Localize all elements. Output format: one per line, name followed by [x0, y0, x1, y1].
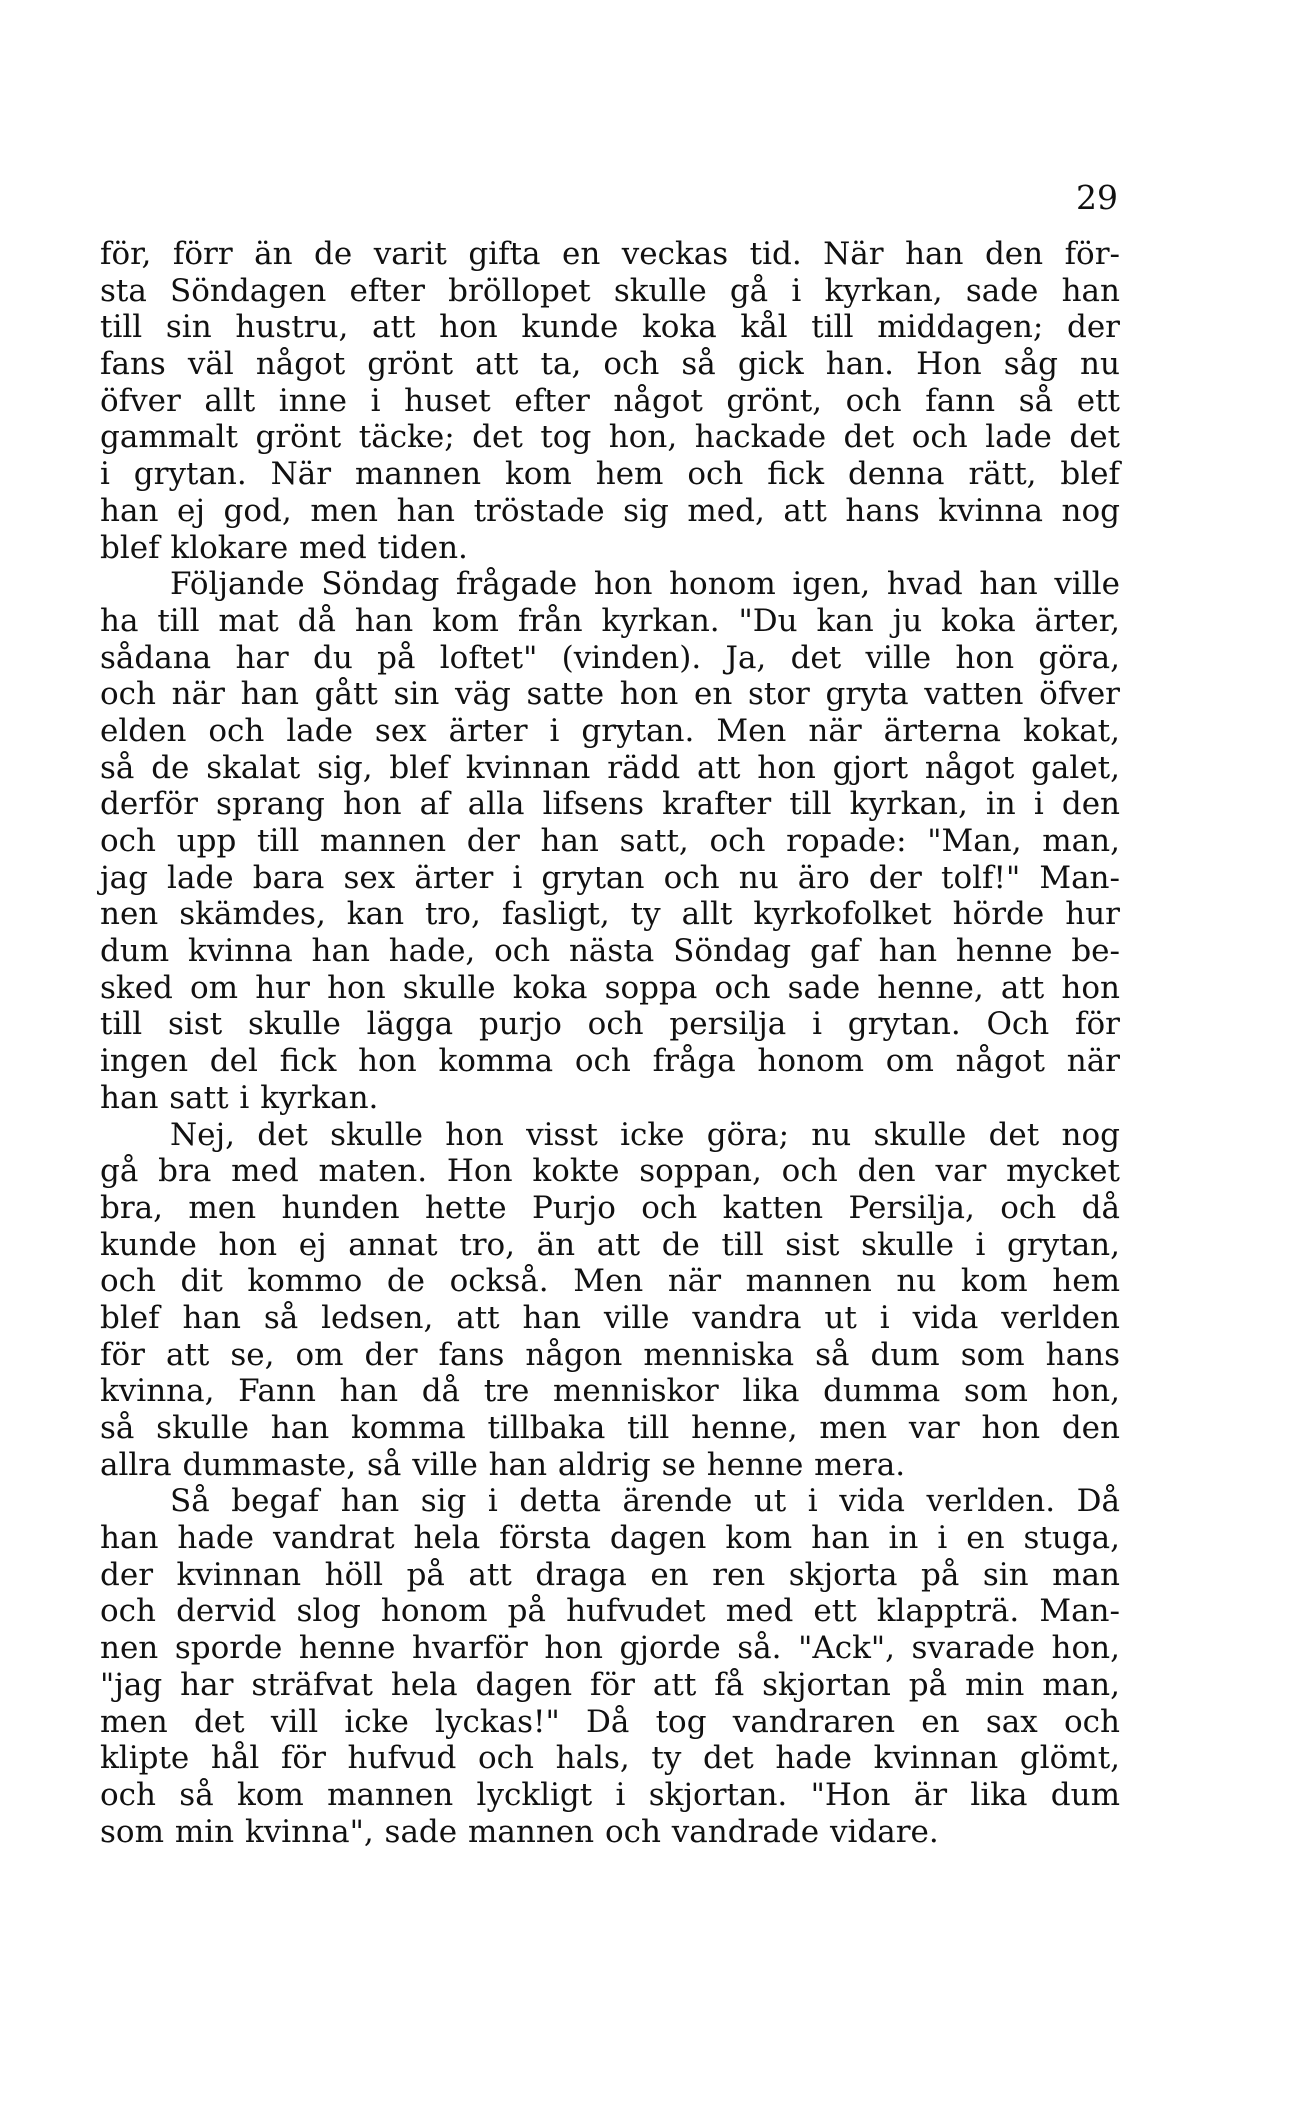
text-line: jag lade bara sex ärter i grytan och nu äro der tolf!" Man- — [100, 859, 1120, 896]
text-line: blef han så ledsen, att han ville vandra ut i vida verlden — [100, 1299, 1120, 1336]
text-line: som min kvinna", sade mannen och vandrade vidare. — [100, 1813, 939, 1850]
text-line: ingen del fick hon komma och fråga honom om något när — [100, 1043, 1120, 1080]
text-line: så de skalat sig, blef kvinnan rädd att hon gjort något galet, — [100, 749, 1120, 786]
text-line: och dervid slog honom på hufvudet med ett klappträ. Man- — [100, 1593, 1120, 1630]
text-line: och upp till mannen der han satt, och ropade: "Man, man, — [100, 823, 1120, 859]
text-line: Nej, det skulle hon visst icke göra; nu skulle det nog — [170, 1116, 1120, 1153]
text-line: allra dummaste, så ville han aldrig se henne mera. — [100, 1446, 906, 1483]
text-line: gå bra med maten. Hon kokte soppan, och den var mycket — [100, 1153, 1120, 1190]
text-line: Följande Söndag frågade hon honom igen, hvad han ville — [170, 566, 1120, 603]
text-line: för, förr än de varit gifta en veckas tid. När han den för- — [100, 236, 1120, 272]
text-line: nen skämdes, kan tro, fasligt, ty allt kyrkofolket hörde hur — [100, 896, 1120, 933]
text-line: han hade vandrat hela första dagen kom han in i en stuga, — [100, 1520, 1120, 1557]
text-line: och dit kommo de också. Men när mannen nu kom hem — [100, 1263, 1120, 1300]
text-line: fans väl något grönt att ta, och så gick han. Hon såg nu — [100, 346, 1120, 383]
text-line: nen sporde henne hvarför hon gjorde så. "Ack", svarade hon, — [100, 1630, 1120, 1667]
text-line: dum kvinna han hade, och nästa Söndag gaf han henne be- — [100, 933, 1120, 970]
text-line: sked om hur hon skulle koka soppa och sade henne, att hon — [100, 969, 1120, 1006]
text-line: och när han gått sin väg satte hon en stor gryta vatten öfver — [100, 676, 1120, 713]
body-text — [100, 236, 1120, 1850]
text-line: så skulle han komma tillbaka till henne, men var hon den — [100, 1410, 1120, 1446]
text-line: derför sprang hon af alla lifsens krafter till kyrkan, in i den — [100, 786, 1120, 823]
text-line: öfver allt inne i huset efter något grönt, och fann så ett — [100, 382, 1120, 419]
text-line: för att se, om der fans någon menniska så dum som hans — [100, 1336, 1120, 1373]
text-line: elden och lade sex ärter i grytan. Men när ärterna kokat, — [100, 712, 1120, 749]
text-line: "jag har sträfvat hela dagen för att få skjortan på min man, — [100, 1666, 1120, 1703]
text-line: han satt i kyrkan. — [100, 1079, 379, 1116]
text-line: ha till mat då han kom från kyrkan. "Du kan ju koka ärter, — [100, 602, 1120, 639]
text-line: der kvinnan höll på att draga en ren skjorta på sin man — [100, 1556, 1120, 1593]
text-line: klipte hål för hufvud och hals, ty det hade kvinnan glömt, — [100, 1740, 1120, 1777]
text-line: kvinna, Fann han då tre menniskor lika dumma som hon, — [100, 1373, 1120, 1410]
text-line: men det vill icke lyckas!" Då tog vandraren en sax och — [100, 1703, 1120, 1740]
text-line: till sin hustru, att hon kunde koka kål till middagen; der — [100, 309, 1120, 346]
text-line: han ej god, men han tröstade sig med, att hans kvinna nog — [100, 492, 1120, 529]
text-line: kunde hon ej annat tro, än att de till sist skulle i grytan, — [100, 1226, 1120, 1263]
text-line: Så begaf han sig i detta ärende ut i vida verlden. Då — [170, 1483, 1120, 1520]
text-line: sådana har du på loftet" (vinden). Ja, det ville hon göra, — [100, 639, 1120, 676]
text-line: till sist skulle lägga purjo och persilja i grytan. Och för — [100, 1006, 1120, 1043]
text-line: i grytan. När mannen kom hem och fick denna rätt, blef — [100, 456, 1120, 493]
text-line: och så kom mannen lyckligt i skjortan. "Hon är lika dum — [100, 1776, 1120, 1813]
page-number: 29 — [1076, 178, 1118, 217]
text-line: blef klokare med tiden. — [100, 529, 468, 566]
text-line: gammalt grönt täcke; det tog hon, hackade det och lade det — [100, 419, 1120, 456]
text-line: sta Söndagen efter bröllopet skulle gå i kyrkan, sade han — [100, 272, 1120, 309]
text-line: bra, men hunden hette Purjo och katten Persilja, och då — [100, 1189, 1120, 1226]
